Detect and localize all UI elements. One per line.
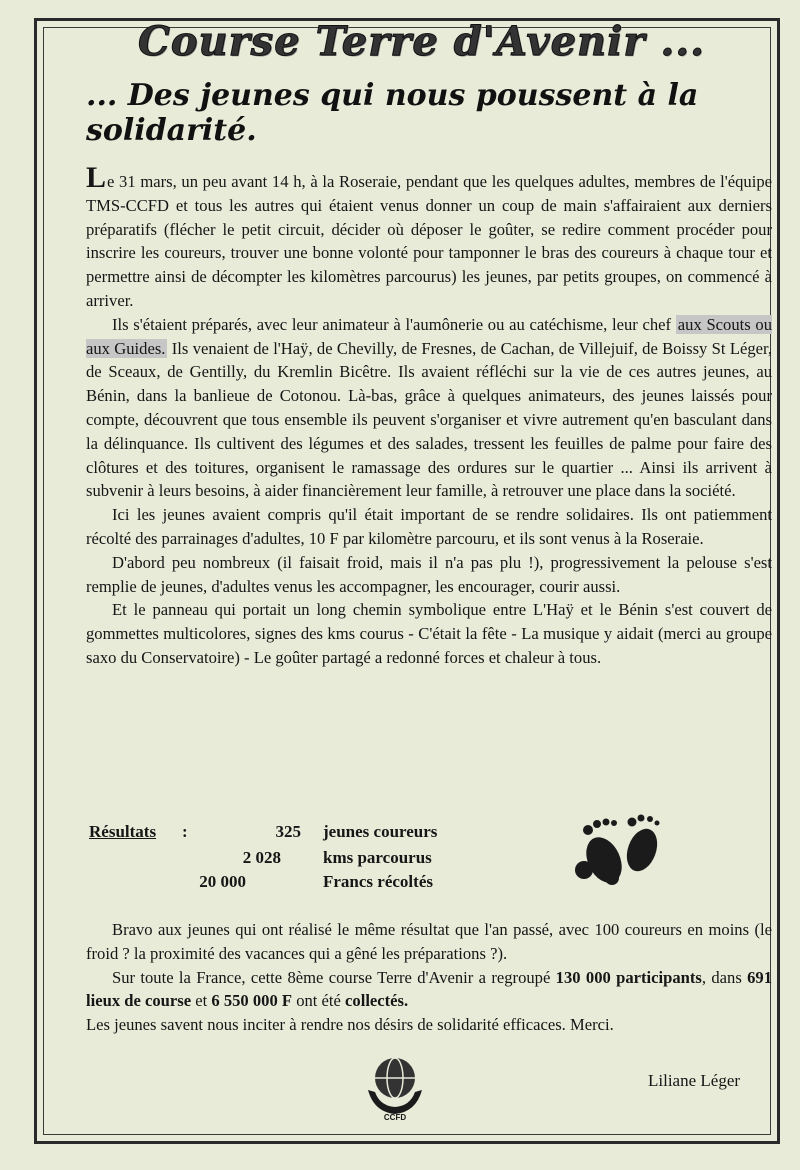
results-label: Résultats — [89, 822, 157, 841]
closing-paragraph-3: Les jeunes savent nous inciter à rendre nos désirs de solidarité efficaces. Merci. — [86, 1015, 614, 1035]
closing-text — [86, 918, 772, 1037]
amount-collected: 6 550 000 F — [211, 991, 293, 1011]
locations-count: 691 lieux de course — [86, 967, 772, 1011]
article-body — [86, 161, 773, 670]
results-row — [86, 822, 556, 846]
results-value: 325 — [275, 822, 301, 841]
results-row — [86, 848, 556, 872]
closing-paragraph-1: Bravo aux jeunes qui ont réalisé le même résultat que l'an passé, avec 100 coureurs en moins (le froid ? la proximité des vacances qui a gêné les préparations ?). — [86, 920, 772, 963]
paragraph-4: D'abord peu nombreux (il faisait froid, mais il n'a pas plu !), progressivement la pelouse s'est remplie de jeunes, d'adultes venus les accompagner, les encourager, courir aussi. — [86, 552, 772, 596]
results-table — [86, 822, 556, 902]
results-row-label: Francs récoltés — [323, 872, 433, 891]
footprints-icon — [566, 810, 676, 888]
results-row — [86, 872, 556, 896]
closing-paragraph-2 — [86, 966, 772, 1014]
drop-cap: L — [86, 161, 107, 194]
paragraph-1-text: e 31 mars, un peu avant 14 h, à la Roseraie, pendant que les quelques adultes, membres de l'équipe TMS-CCFD et tous les autres qui étaient venus donner un coup de main s'affairaient aux derniers préparatifs (flécher le petit circuit, décider où déposer le goûter, se redire comment procéder pour inscrire les coureurs, trouver une bonne volonté pour tamponner le bras des coureurs à chaque tour et permettre ainsi de décompter les kilomètres parcourus) les jeunes, par petits groupes, on commencé à arriver. — [86, 172, 772, 310]
results-row-label: kms parcourus — [323, 848, 432, 867]
results-row-label: jeunes coureurs — [323, 822, 438, 841]
closing-text-segment: et — [191, 991, 212, 1011]
paragraph-5: Et le panneau qui portait un long chemin symbolique entre L'Haÿ et le Bénin s'est couvert de gommettes multicolores, signes des kms courus - C'était la fête - La musique y aidait (merci au groupe saxo du Conservatoire) - Le goûter partagé a redonné forces et chaleur à tous. — [86, 600, 772, 667]
ccfd-logo-text: CCFD — [383, 1113, 407, 1122]
paragraph-2 — [86, 313, 772, 503]
collected-word: collectés. — [345, 991, 409, 1011]
paragraph-2-text-b: Ils venaient de l'Haÿ, de Chevilly, de Fresnes, de Cachan, de Villejuif, de Boissy St Léger, de Sceaux, de Gentilly, du Kremlin Bicêtre. Ils avaient réfléchi sur la vie de ces autres jeunes, au Bénin, dans la banlieue de Cotonou. Là-bas, grâce à quelques animateurs, des jeunes laissés pour compte, découvrent que tous ensemble ils peuvent s'organiser et vivre autrement qu'en basculant dans la délinquance. Ils cultivent des légumes et des salades, tressent les feuilles de palme pour faire des clôtures et des toitures, organisent le ramassage des ordures sur le quartier ... Ainsi ils arrivent à subvenir à leurs besoins, à aider financièrement leur famille, à retrouver une place dans la société. — [86, 338, 772, 501]
paragraph-3: Ici les jeunes avaient compris qu'il était important de se rendre solidaires. Ils ont patiemment récolté des parrainages d'adultes, 10 F par kilomètre parcouru, et ils sont venus à la Roseraie. — [86, 505, 772, 548]
article-title: Course Terre d'Avenir ... — [138, 18, 706, 65]
results-value: 2 028 — [242, 848, 281, 867]
results-value: 20 000 — [199, 872, 246, 891]
participants-count: 130 000 participants — [555, 967, 702, 987]
paragraph-2-text-a: Ils s'étaient préparés, avec leur animateur à l'aumônerie ou au catéchisme, leur chef — [112, 314, 676, 334]
author-signature: Liliane Léger — [648, 1071, 741, 1090]
closing-text-segment: ont été — [292, 991, 346, 1011]
article-subtitle: ... Des jeunes qui nous poussent à la solidarité. — [86, 78, 699, 148]
paragraph-1 — [86, 161, 772, 313]
closing-text-segment: , dans — [701, 967, 748, 987]
highlighted-text[interactable]: aux Scouts ou aux Guides. — [86, 314, 773, 358]
results-colon: : — [182, 822, 188, 841]
closing-text-segment: Sur toute la France, cette 8ème course Terre d'Avenir a regroupé — [112, 967, 556, 987]
